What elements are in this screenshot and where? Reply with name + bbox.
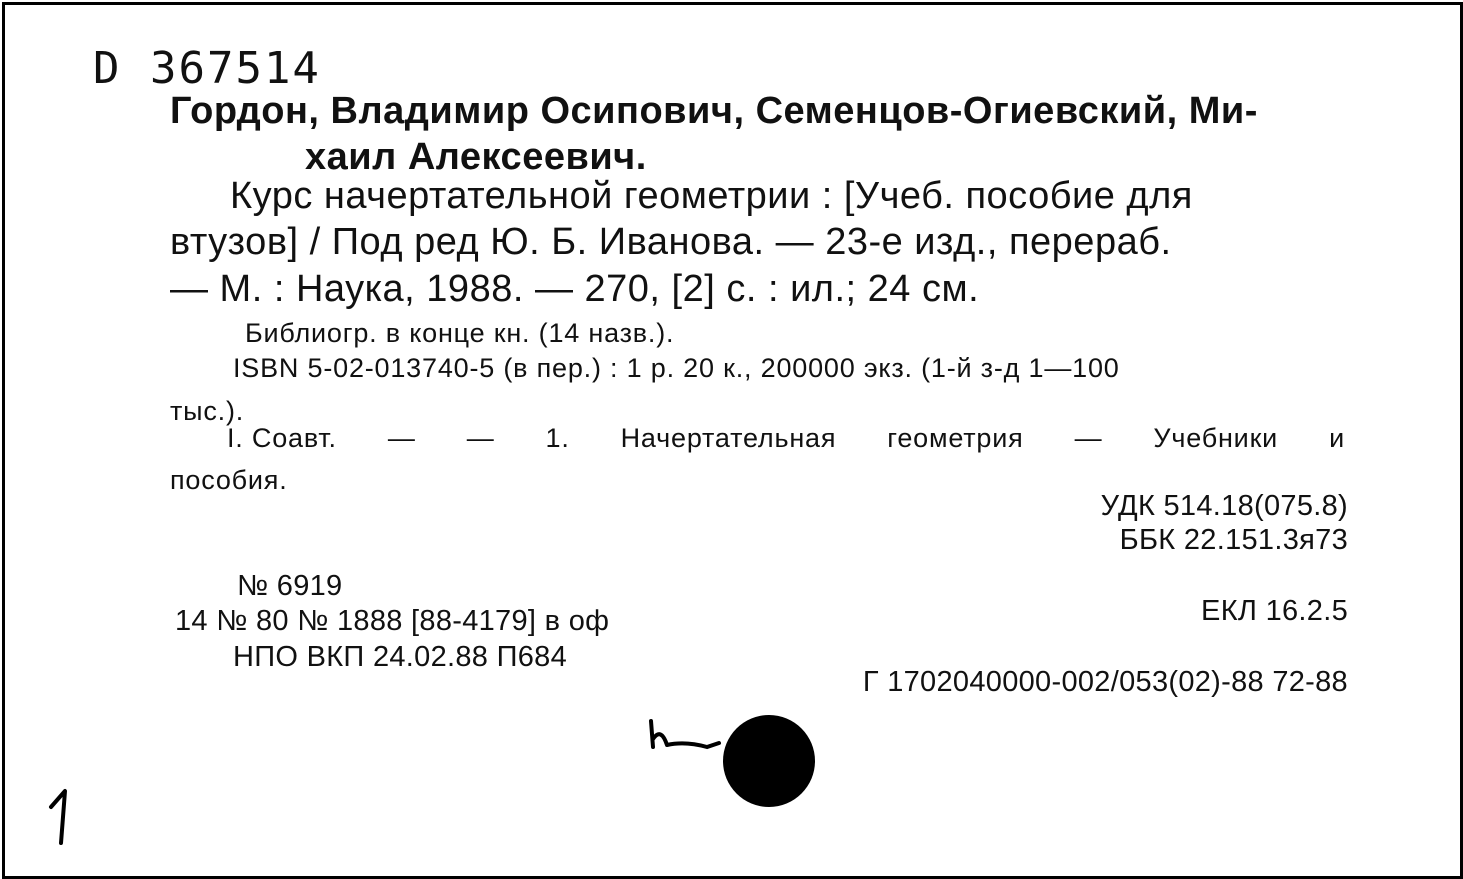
bibliography-note: Библиогр. в конце кн. (14 назв.). — [245, 318, 675, 348]
tracing-word: 1. — [545, 423, 570, 453]
tracing-word: — — [466, 423, 495, 453]
author-heading-line2: хаил Алексеевич. — [305, 136, 647, 178]
order-number: № 6919 — [237, 570, 343, 602]
udk-code: УДК 514.18(075.8) — [1100, 490, 1348, 522]
handwritten-scribble-mark — [645, 717, 725, 757]
tracing-word: I. Соавт. — [227, 423, 337, 453]
bbk-code: ББК 22.151.3я73 — [1119, 524, 1348, 556]
isbn-line2: тыс.). — [170, 396, 245, 426]
isbn-line1: ISBN 5-02-013740-5 (в пер.) : 1 р. 20 к., 200000 экз. (1-й з-д 1—100 — [233, 353, 1120, 383]
punch-hole — [723, 715, 815, 807]
tracing-word: и — [1329, 423, 1345, 453]
tracing-word: — — [387, 423, 416, 453]
title-line2: втузов] / Под ред Ю. Б. Иванова. — 23-е изд., перераб. — [170, 221, 1172, 263]
g-code: Г 1702040000-002/053(02)-88 72-88 — [862, 666, 1348, 698]
tracing-line1 — [227, 425, 1345, 452]
author-heading-line1: Гордон, Владимир Осипович, Семенцов-Огиевский, Ми- — [170, 90, 1258, 132]
order-line2: 14 № 80 № 1888 [88-4179] в оф — [175, 605, 610, 637]
call-number: D 367514 — [93, 43, 321, 94]
tracing-word: Начертательная — [620, 423, 837, 453]
order-line3: НПО ВКП 24.02.88 П684 — [233, 641, 568, 673]
tracing-line2: пособия. — [170, 465, 288, 495]
ekl-code: ЕКЛ 16.2.5 — [1201, 595, 1348, 627]
handwritten-number-mark — [41, 787, 77, 847]
tracing-word: Учебники — [1153, 423, 1279, 453]
title-line3: — М. : Наука, 1988. — 270, [2] с. : ил.; 24 см. — [170, 268, 980, 310]
title-line1: Курс начертательной геометрии : [Учеб. пособие для — [230, 175, 1193, 217]
tracing-word: — — [1074, 423, 1103, 453]
tracing-word: геометрия — [887, 423, 1024, 453]
catalog-card — [2, 2, 1463, 879]
